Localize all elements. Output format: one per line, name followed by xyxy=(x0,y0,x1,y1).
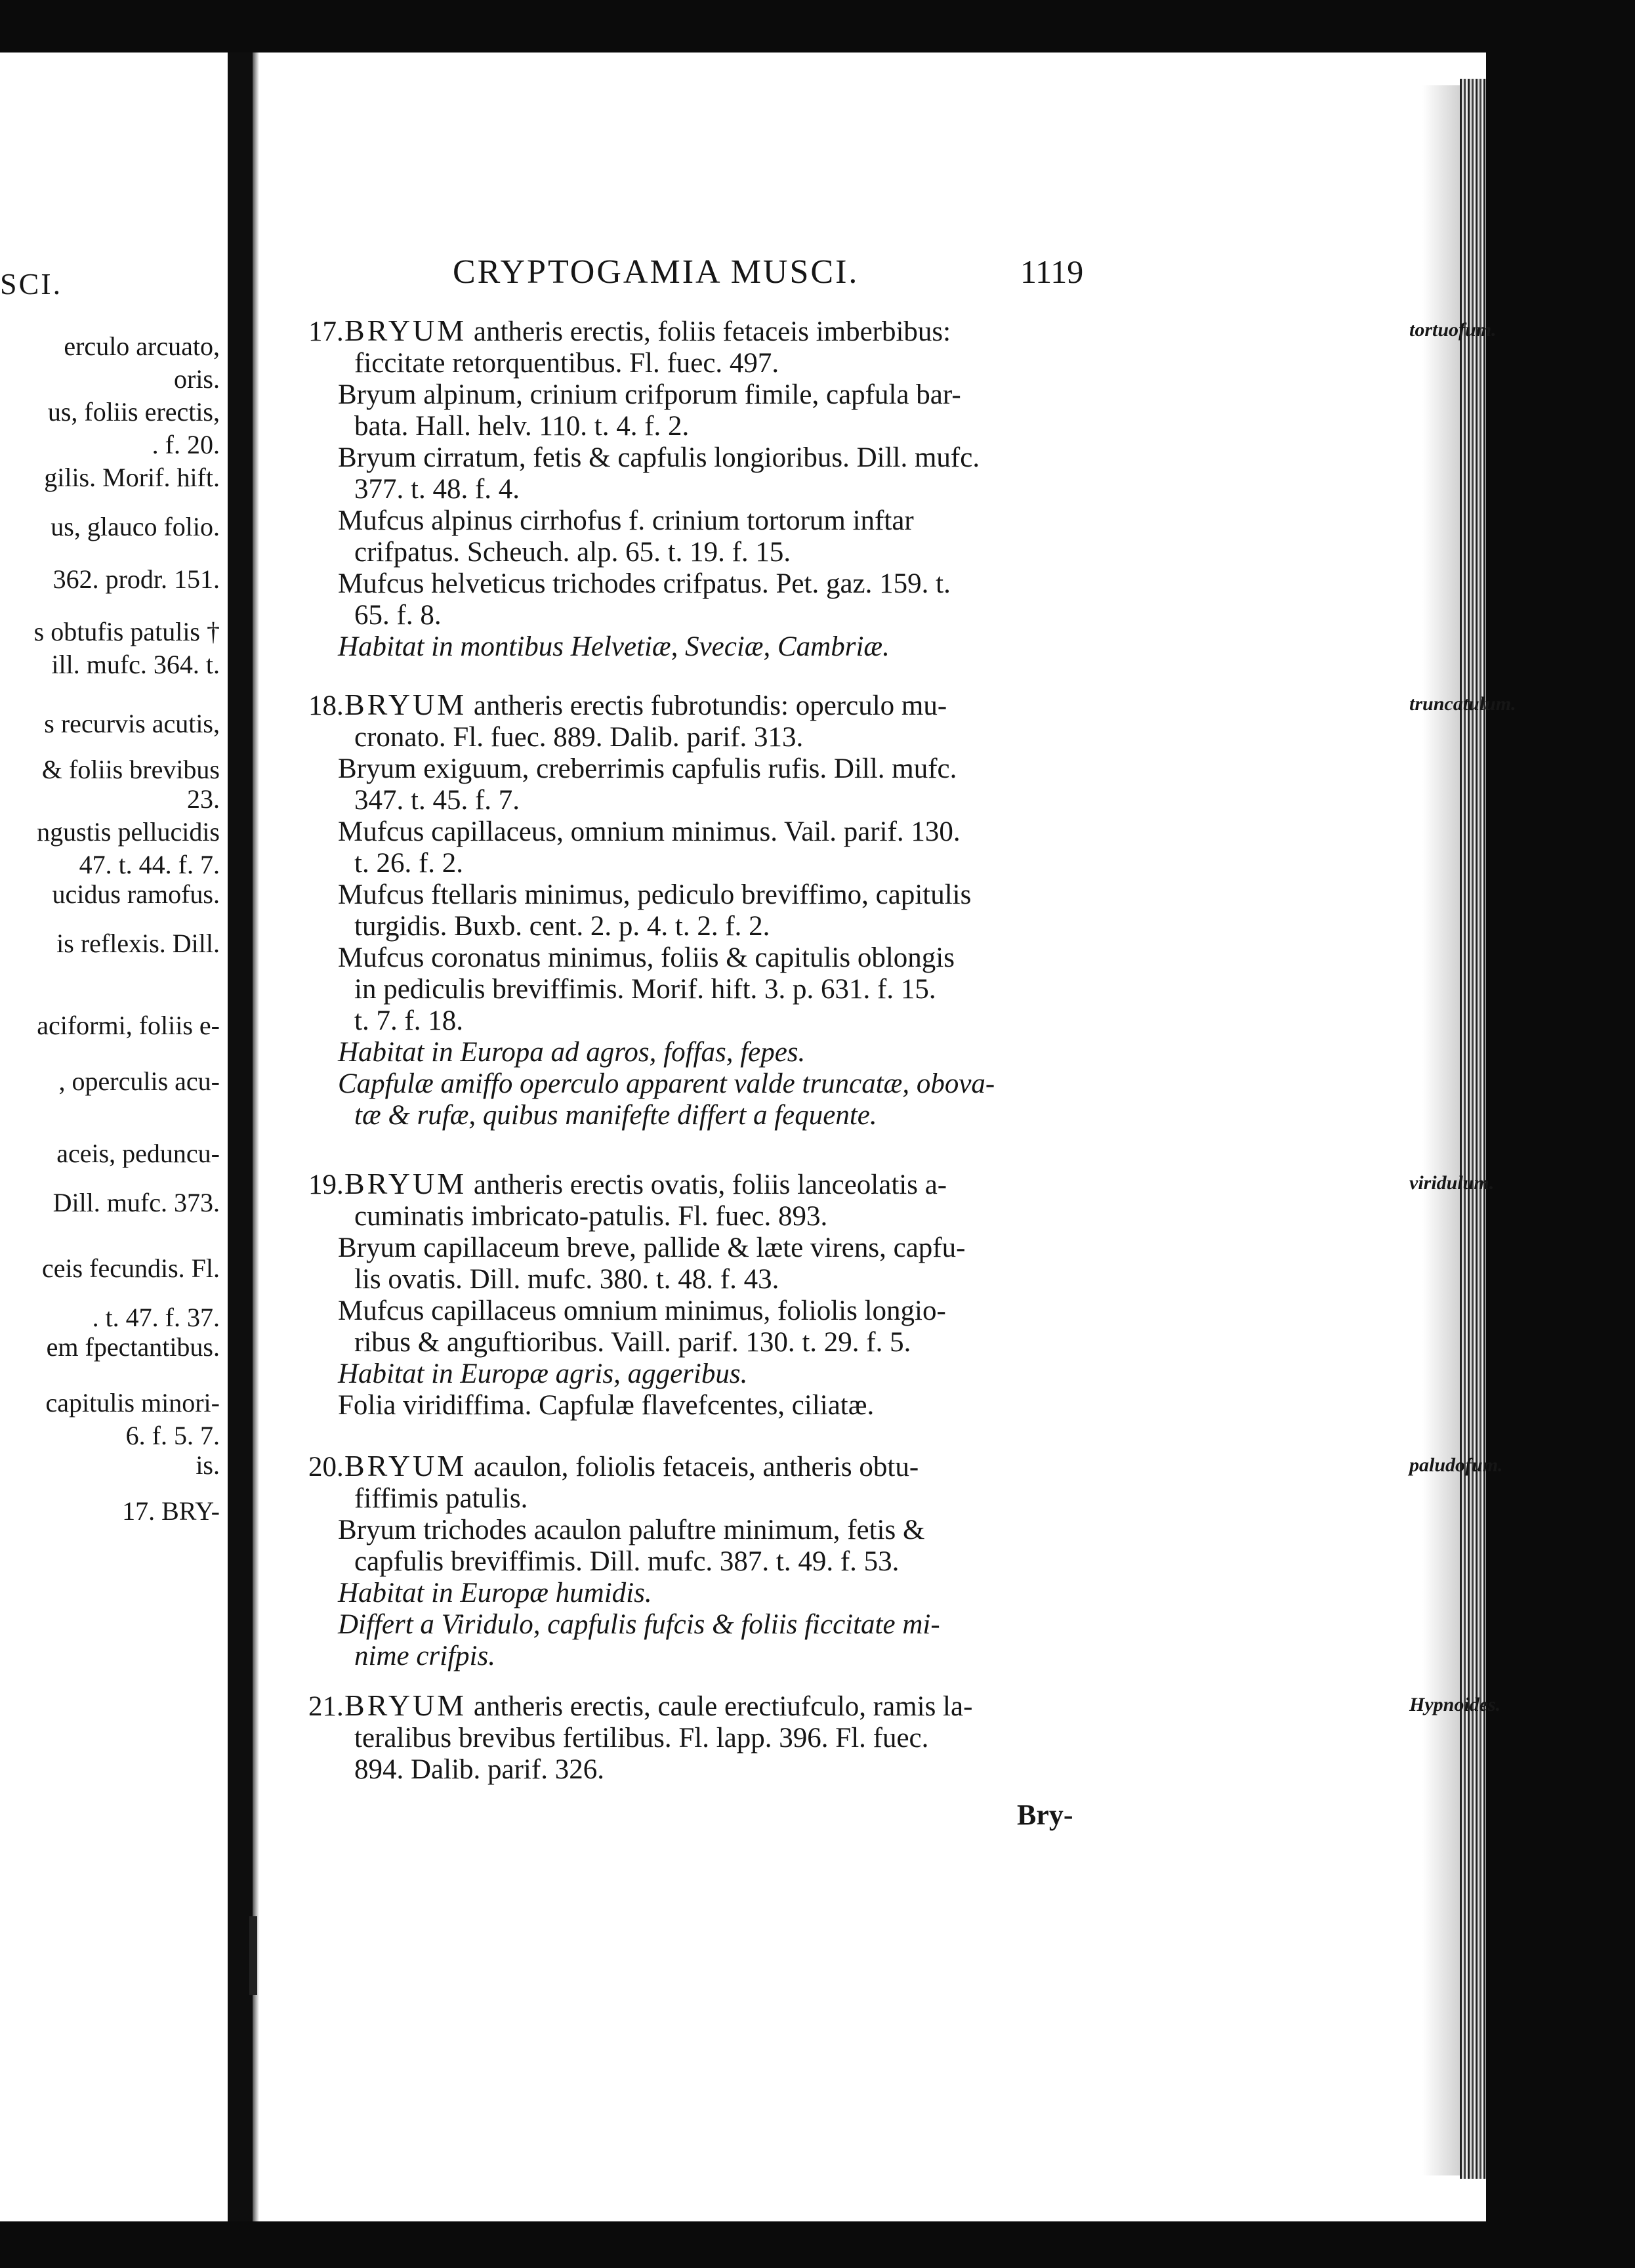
entry-line: cuminatis imbricato-patulis. Fl. fuec. 893. xyxy=(354,1201,828,1232)
entry-21 xyxy=(308,1689,1501,1786)
entry-line: t. 26. f. 2. xyxy=(354,848,464,879)
entry-habitat: Habitat in montibus Helvetiæ, Sveciæ, Cambriæ. xyxy=(338,631,890,662)
entry-number: 20. xyxy=(308,1452,344,1482)
entry-line: turgidis. Buxb. cent. 2. p. 4. t. 2. f. 2. xyxy=(354,911,770,942)
entry-note: nime crifpis. xyxy=(354,1641,495,1671)
side-label: paludofum. xyxy=(1409,1454,1503,1476)
entry-line: acaulon, foliolis fetaceis, antheris obtu- xyxy=(473,1452,919,1482)
left-page-line: 47. t. 44. f. 7. xyxy=(79,850,220,879)
entry-line: Bryum alpinum, crinium crifporum fimile, capfula bar- xyxy=(338,379,961,410)
left-page-line: & foliis brevibus xyxy=(41,755,220,784)
left-page-line: s obtufis patulis † xyxy=(33,617,220,646)
side-label: Hypnoides. xyxy=(1409,1694,1501,1715)
entry-line: in pediculis breviffimis. Morif. hift. 3. p. 631. f. 15. xyxy=(354,974,936,1005)
entry-line: Mufcus capillaceus omnium minimus, foliolis longio- xyxy=(338,1295,946,1326)
entry-line: fiffimis patulis. xyxy=(354,1483,528,1514)
entry-number: 21. xyxy=(308,1691,344,1722)
scan-border-top xyxy=(0,0,1635,52)
entry-note: tæ & rufæ, quibus manifefte differt a fequente. xyxy=(354,1100,877,1131)
running-title: CRYPTOGAMIA MUSCI. xyxy=(453,253,859,291)
left-page-line: aceis, peduncu- xyxy=(56,1139,220,1168)
entry-line: cronato. Fl. fuec. 889. Dalib. parif. 313. xyxy=(354,722,804,753)
entry-line: teralibus brevibus fertilibus. Fl. lapp. 396. Fl. fuec. xyxy=(354,1723,929,1754)
left-page-line: . t. 47. f. 37. xyxy=(92,1303,220,1332)
entry-line: bata. Hall. helv. 110. t. 4. f. 2. xyxy=(354,411,690,442)
entry-18 xyxy=(308,688,1516,1131)
entry-number: 17. xyxy=(308,316,344,347)
entry-line: ribus & anguftioribus. Vaill. parif. 130. t. 29. f. 5. xyxy=(354,1327,911,1358)
left-page-line: oris. xyxy=(174,364,220,394)
entry-note: Capfulæ amiffo operculo apparent valde truncatæ, obova- xyxy=(338,1068,995,1099)
left-page-title: SCI. xyxy=(0,267,63,301)
left-page-line: 362. prodr. 151. xyxy=(52,564,220,594)
entry-line: lis ovatis. Dill. mufc. 380. t. 48. f. 43. xyxy=(354,1264,779,1295)
entry-line: Bryum exiguum, creberrimis capfulis rufis. Dill. mufc. xyxy=(338,753,957,784)
entry-habitat: Habitat in Europæ humidis. xyxy=(338,1578,652,1608)
entry-line: 65. f. 8. xyxy=(354,600,442,631)
left-page-line: , operculis acu- xyxy=(58,1066,220,1096)
left-page-line: . f. 20. xyxy=(152,430,220,459)
entry-note: Folia viridiffima. Capfulæ flavefcentes, ciliatæ. xyxy=(338,1390,875,1421)
left-page-line: is. xyxy=(196,1450,220,1480)
left-page-line: em fpectantibus. xyxy=(46,1332,220,1362)
left-page-line: 17. BRY- xyxy=(122,1496,220,1526)
entry-line: ficcitate retorquentibus. Fl. fuec. 497. xyxy=(354,348,779,379)
left-page-line: ucidus ramofus. xyxy=(52,879,220,909)
entry-20 xyxy=(308,1449,1503,1672)
entry-17 xyxy=(308,314,1497,663)
entry-genus: BRYUM xyxy=(344,1689,467,1722)
side-label: tortuofum. xyxy=(1409,319,1497,341)
entry-line: antheris erectis fubrotundis: operculo mu- xyxy=(473,690,947,721)
entry-note: Differt a Viridulo, capfulis fufcis & foliis ficcitate mi- xyxy=(338,1609,940,1640)
page-edge-shade xyxy=(1422,85,1462,2175)
left-page-line: 23. xyxy=(187,784,220,814)
entry-line: Mufcus helveticus trichodes crifpatus. Pet. gaz. 159. t. xyxy=(338,568,951,599)
left-page-line: is reflexis. Dill. xyxy=(56,929,220,958)
side-label: viridulum. xyxy=(1409,1172,1495,1194)
book-gutter xyxy=(228,52,253,2221)
left-page-line: us, foliis erectis, xyxy=(47,397,220,427)
page-fore-edge xyxy=(1460,79,1486,2179)
entry-habitat: Habitat in Europa ad agros, foffas, fepes. xyxy=(338,1037,806,1068)
entry-line: antheris erectis, foliis fetaceis imberbibus: xyxy=(473,316,951,347)
entry-line: Mufcus ftellaris minimus, pediculo breviffimo, capitulis xyxy=(338,879,972,910)
entry-genus: BRYUM xyxy=(344,314,467,347)
left-page-line: erculo arcuato, xyxy=(64,331,220,361)
entry-line: capfulis breviffimis. Dill. mufc. 387. t. 49. f. 53. xyxy=(354,1546,900,1577)
left-page-line: s recurvis acutis, xyxy=(44,709,220,738)
left-page-line: Dill. mufc. 373. xyxy=(52,1188,220,1217)
entry-line: crifpatus. Scheuch. alp. 65. t. 19. f. 15. xyxy=(354,537,791,568)
scan-border-right xyxy=(1486,0,1635,2268)
left-page-line: ngustis pellucidis xyxy=(37,817,220,847)
entry-genus: BRYUM xyxy=(344,688,467,721)
page-number: 1119 xyxy=(1020,253,1084,290)
entry-genus: BRYUM xyxy=(344,1167,467,1200)
catchword: Bry- xyxy=(1017,1799,1073,1831)
entry-line: Mufcus alpinus cirrhofus f. crinium tortorum inftar xyxy=(338,505,914,536)
entry-genus: BRYUM xyxy=(344,1449,467,1482)
entry-line: Mufcus coronatus minimus, foliis & capitulis oblongis xyxy=(338,942,955,973)
entry-line: t. 7. f. 18. xyxy=(354,1005,464,1036)
left-page-line: capitulis minori- xyxy=(45,1388,220,1418)
side-label: truncatulum. xyxy=(1409,693,1516,715)
left-page-line: aciformi, foliis e- xyxy=(37,1011,220,1040)
entry-19 xyxy=(308,1167,1495,1421)
left-page-line: 6. f. 5. 7. xyxy=(125,1421,220,1450)
entry-habitat: Habitat in Europæ agris, aggeribus. xyxy=(338,1358,748,1389)
left-page-line: ceis fecundis. Fl. xyxy=(41,1253,220,1283)
entry-line: Bryum cirratum, fetis & capfulis longioribus. Dill. mufc. xyxy=(338,442,980,473)
entry-line: Bryum trichodes acaulon paluftre minimum, fetis & xyxy=(338,1515,925,1545)
left-page-line: ill. mufc. 364. t. xyxy=(51,650,220,679)
margin-mark xyxy=(249,1916,257,1995)
entry-line: antheris erectis ovatis, foliis lanceolatis a- xyxy=(473,1169,947,1200)
left-page-line: gilis. Morif. hift. xyxy=(44,463,220,492)
left-page-line: us, glauco folio. xyxy=(51,512,220,541)
entry-line: Bryum capillaceum breve, pallide & læte virens, capfu- xyxy=(338,1232,966,1263)
entry-number: 18. xyxy=(308,690,344,721)
entry-line: 377. t. 48. f. 4. xyxy=(354,474,520,505)
entry-number: 19. xyxy=(308,1169,344,1200)
left-page xyxy=(0,52,228,2221)
scan-border-bottom xyxy=(0,2221,1635,2268)
gutter-shadow xyxy=(253,52,259,2221)
entry-line: 894. Dalib. parif. 326. xyxy=(354,1754,604,1785)
entry-line: 347. t. 45. f. 7. xyxy=(354,785,520,816)
entry-line: antheris erectis, caule erectiufculo, ramis la- xyxy=(473,1691,973,1722)
entry-line: Mufcus capillaceus, omnium minimus. Vail. parif. 130. xyxy=(338,816,961,847)
